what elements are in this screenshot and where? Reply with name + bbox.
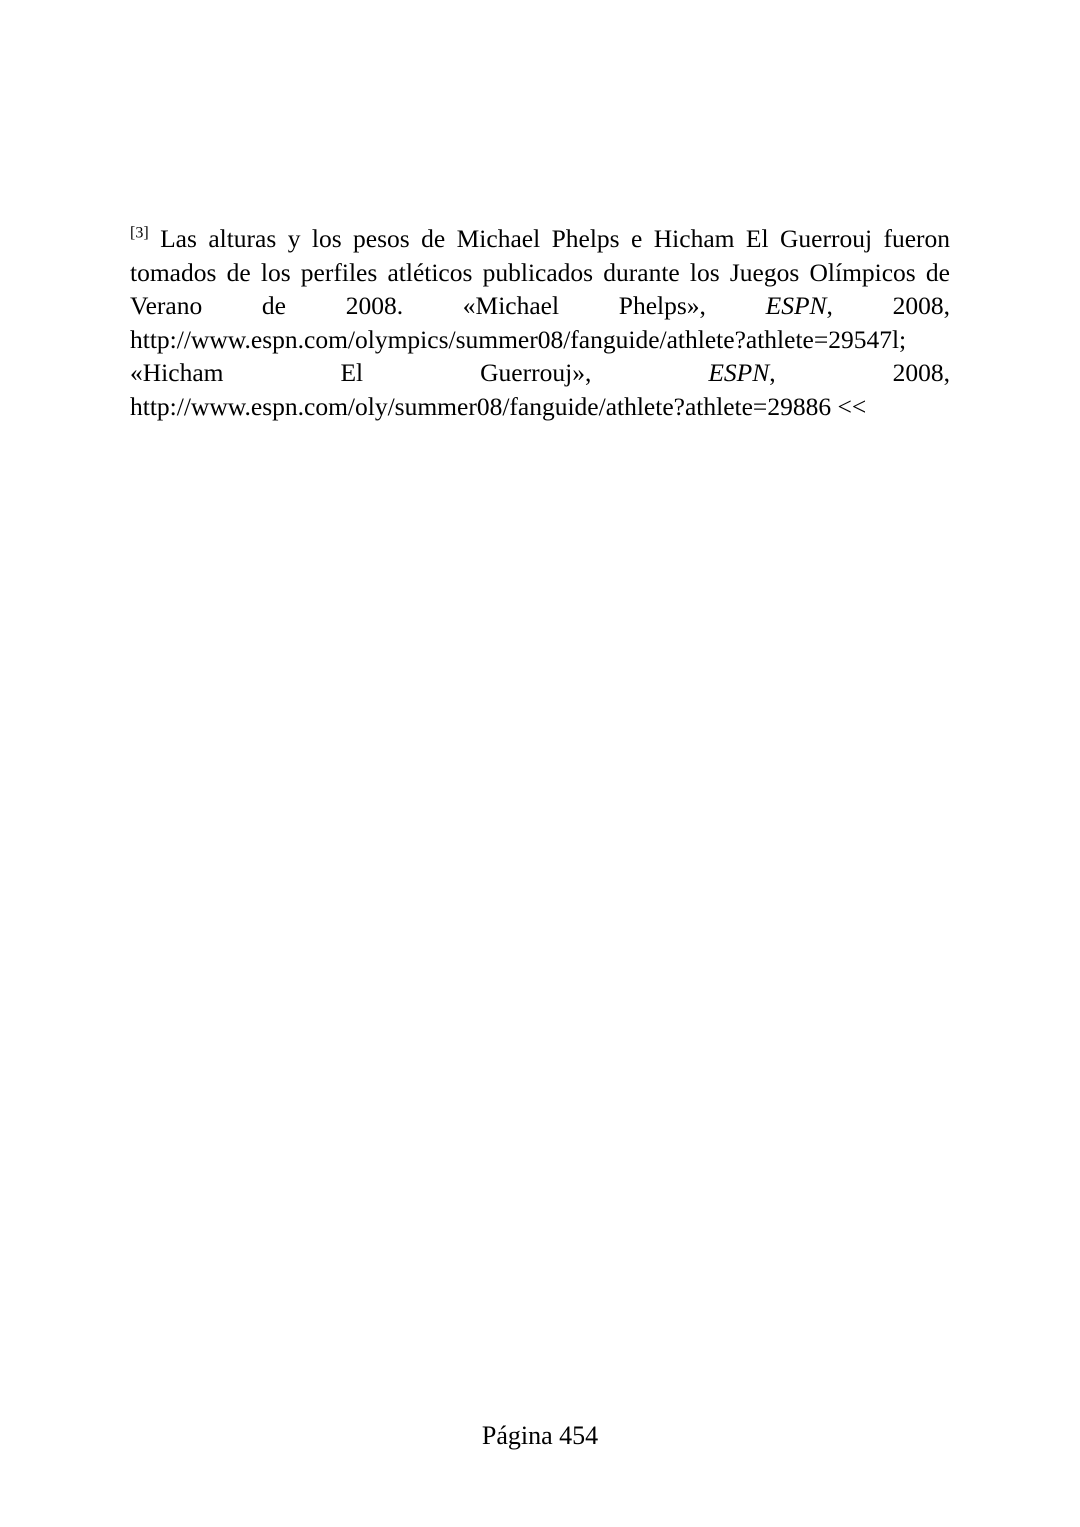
back-reference-link[interactable]: << bbox=[837, 391, 867, 421]
page-number: Página 454 bbox=[481, 1421, 599, 1450]
footnote-body-text: Las alturas y los pesos de Michael Phelps e Hicham El Guerrouj fueron tomados de los perfiles atléticos publicados durante los Juegos Olímpicos de Verano de 2008. bbox=[130, 224, 951, 320]
citation-one-url: http://www.espn.com/olympics/summer08/fanguide/athlete?athlete=29547l; bbox=[130, 324, 907, 354]
citation-two-source: ESPN bbox=[708, 358, 770, 387]
citation-two-year: , 2008, bbox=[769, 358, 951, 387]
footnote-marker: [3] bbox=[130, 224, 149, 242]
citation-one-title: «Michael Phelps», bbox=[462, 291, 706, 320]
footnote-paragraph bbox=[130, 222, 950, 423]
citation-two-url: http://www.espn.com/oly/summer08/fanguide/athlete?athlete=29886 bbox=[130, 391, 832, 421]
citation-one-year: , 2008, bbox=[826, 291, 950, 320]
page-footer bbox=[0, 1420, 1080, 1452]
citation-one-source: ESPN bbox=[765, 291, 827, 320]
note-content bbox=[130, 222, 950, 423]
citation-two-title: «Hicham El Guerrouj», bbox=[130, 358, 592, 387]
